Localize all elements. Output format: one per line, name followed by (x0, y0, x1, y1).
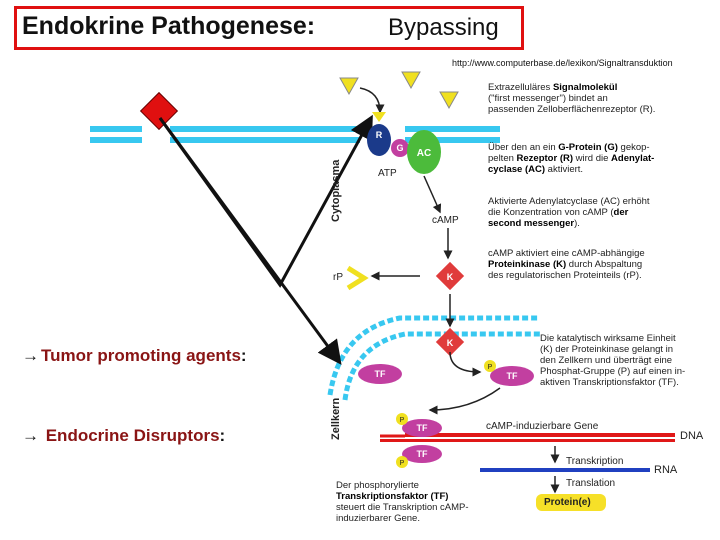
svg-text:P: P (399, 417, 405, 424)
caption-4: cAMP aktiviert eine cAMP-abhängige Proteinkinase (K) durch Abspaltung des regulatorischen Proteinteils (rP). (488, 248, 645, 281)
caption-1: Extrazelluläres Signalmolekül ("first messenger") bindet an passenden Zelloberflächenrezeptor (R). (488, 82, 656, 115)
tf-bound-upper (396, 413, 442, 437)
g-protein (391, 139, 409, 157)
agent-endocrine-disruptors: → Endocrine Disruptors: (22, 426, 226, 445)
svg-text:TF: TF (506, 371, 518, 381)
translation-label: Translation (566, 478, 616, 489)
svg-text:K: K (446, 338, 454, 348)
atp-label: ATP (378, 168, 397, 179)
camp-label: cAMP (432, 215, 459, 226)
receptor-label: R (375, 130, 383, 140)
svg-text:TF: TF (416, 423, 428, 433)
caption-3: Aktivierte Adenylatcyclase (AC) erhöht die Konzentration von cAMP (der second messenger). (488, 196, 650, 229)
nuclear-membrane (330, 318, 540, 400)
svg-text:P: P (399, 460, 405, 467)
svg-text:TF: TF (416, 449, 428, 459)
kinase-label: K (446, 272, 454, 282)
page-title: Endokrine Pathogenese: (22, 12, 316, 40)
tf-inactive (358, 364, 402, 384)
rna-strand (480, 468, 650, 472)
protein-label: Protein(e) (544, 497, 591, 508)
camp-gene-label: cAMP-induzierbare Gene (486, 421, 599, 432)
g-protein-label: G (396, 143, 404, 153)
dna-label: DNA (680, 430, 704, 442)
receptor (367, 112, 391, 156)
rp-label: rP (333, 272, 343, 283)
agent-name: Tumor promoting agents (41, 346, 241, 365)
agent-tumor-promoting: → Tumor promoting agents: (22, 346, 247, 365)
messenger-icon (440, 92, 458, 108)
agent-name: Endocrine Disruptors (41, 426, 220, 445)
zellkern-label: Zellkern (330, 397, 342, 440)
caption-5: Die katalytisch wirksame Einheit (K) der Proteinkinase gelangt in den Zellkern und überträgt eine Phosphat-Gruppe (P) auf einen in- aktiven Transkriptionsfaktor (TF). (540, 333, 686, 388)
source-url: http://www.computerbase.de/lexikon/Signaltransduktion (452, 58, 673, 68)
arrow-bullet-icon: → (22, 346, 39, 365)
kinase-complex (348, 262, 464, 290)
adenylate-cyclase (407, 130, 441, 174)
caption-2: Über den an ein G-Protein (G) gekop- pelten Rezeptor (R) wird die Adenylat- cyclase (AC) aktiviert. (488, 142, 655, 175)
arrow-bullet-icon: → (22, 426, 39, 445)
page-subtitle: Bypassing (388, 14, 499, 41)
cell-membrane (90, 126, 500, 143)
messenger-icon (402, 72, 420, 88)
rna-label: RNA (654, 464, 678, 476)
transkription-label: Transkription (566, 456, 624, 467)
messenger-icon (340, 78, 358, 94)
tf-phosphorylated (484, 360, 534, 386)
caption-6: Der phosphorylierte Transkriptionsfaktor (TF) steuert die Transkription cAMP- induzierbarer Gene. (336, 480, 469, 524)
tf-bound-lower (396, 445, 442, 468)
agent-diamond-icon (141, 93, 178, 130)
ac-label: AC (416, 148, 432, 159)
svg-text:TF: TF (374, 369, 386, 379)
cytoplasma-label: Cytoplasma (330, 159, 342, 222)
svg-text:P: P (487, 364, 493, 371)
